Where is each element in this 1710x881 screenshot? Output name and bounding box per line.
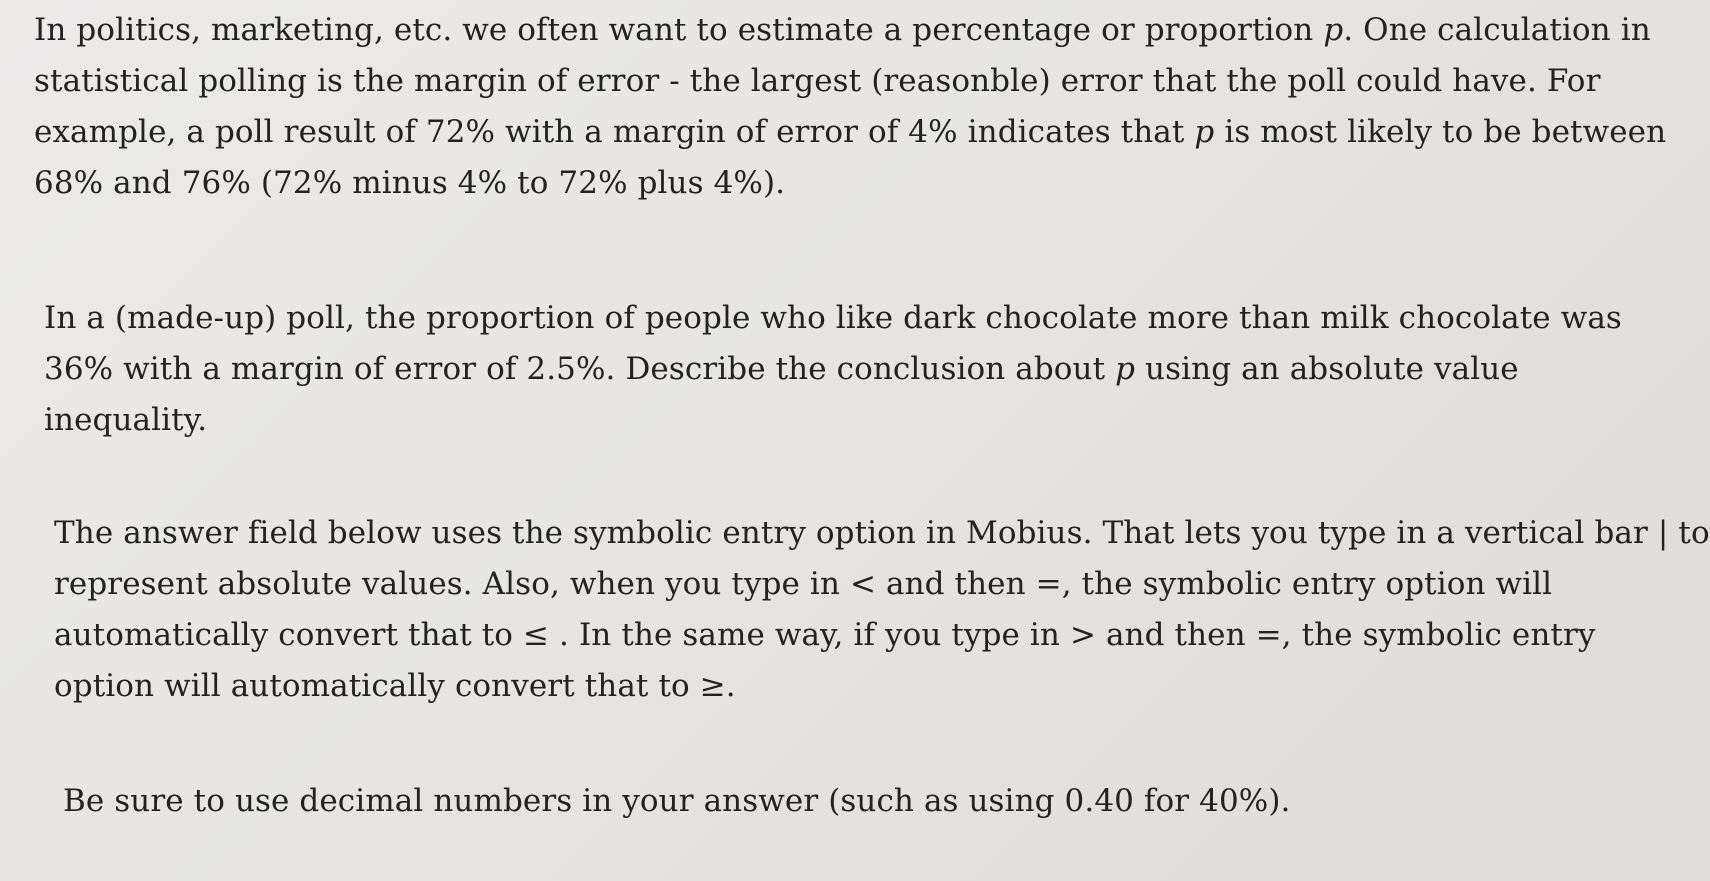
question-line-3: inequality.	[44, 402, 208, 438]
intro-line-4: 68% and 76% (72% minus 4% to 72% plus 4%).	[34, 165, 786, 201]
variable-p: p	[1194, 114, 1215, 150]
instructions-line-1: The answer field below uses the symbolic entry option in Mobius. That lets you type in a vertical bar | to	[54, 515, 1710, 551]
instructions-line-3: automatically convert that to ≤ . In the same way, if you type in > and then =, the symbolic entry	[54, 617, 1596, 653]
intro-line-1: In politics, marketing, etc. we often want to estimate a percentage or proportion p. One calculation in	[34, 12, 1651, 48]
intro-line-3: example, a poll result of 72% with a margin of error of 4% indicates that p is most likely to be between	[34, 114, 1667, 150]
question-line-2: 36% with a margin of error of 2.5%. Describe the conclusion about p using an absolute value	[44, 351, 1519, 387]
instructions-paragraph	[54, 508, 1710, 712]
instructions-line-4: option will automatically convert that to ≥.	[54, 668, 736, 704]
question-paragraph	[44, 293, 1622, 446]
instructions-line-2: represent absolute values. Also, when you type in < and then =, the symbolic entry option will	[54, 566, 1553, 602]
intro-paragraph	[34, 5, 1667, 209]
variable-p: p	[1323, 12, 1344, 48]
variable-p: p	[1115, 351, 1136, 387]
question-line-1: In a (made-up) poll, the proportion of people who like dark chocolate more than milk chocolate was	[44, 300, 1622, 336]
note-line-1: Be sure to use decimal numbers in your answer (such as using 0.40 for 40%).	[63, 783, 1291, 819]
note-paragraph	[63, 776, 1291, 827]
intro-line-2: statistical polling is the margin of error - the largest (reasonble) error that the poll could have. For	[34, 63, 1601, 99]
